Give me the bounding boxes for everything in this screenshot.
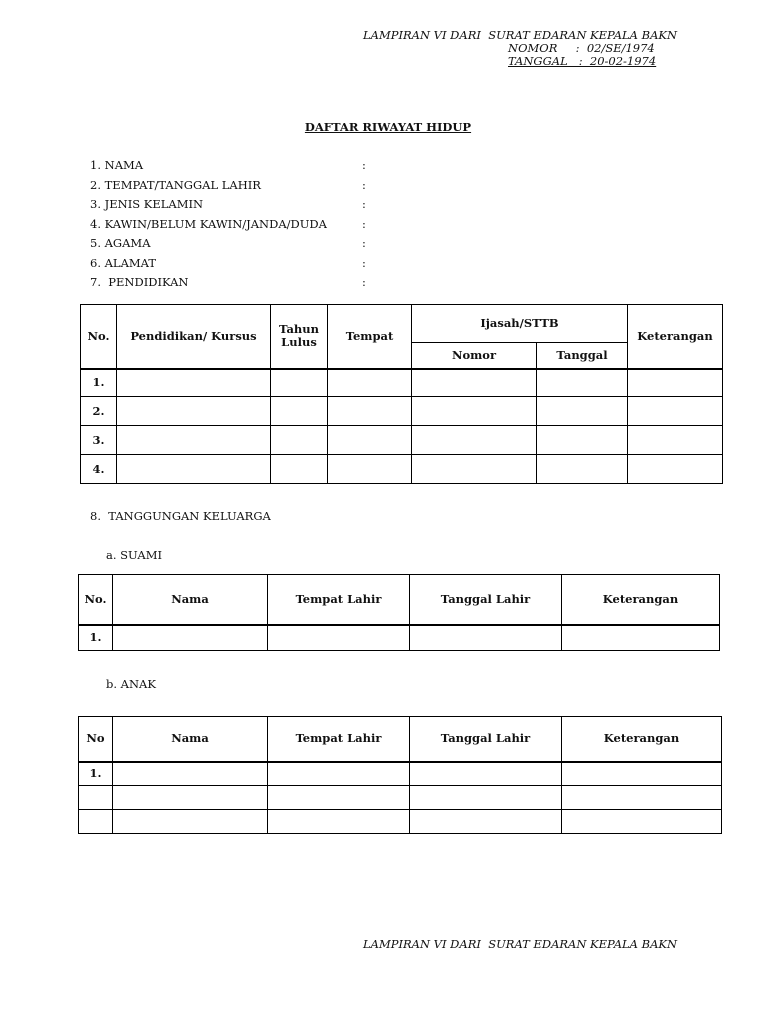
cell-input[interactable]	[412, 426, 537, 455]
col-header-pendidikan: Pendidikan/ Kursus	[117, 305, 271, 369]
cell-input[interactable]	[328, 426, 412, 455]
field-jenis-kelamin	[90, 195, 390, 215]
field-label: 2. TEMPAT/TANGGAL LAHIR	[90, 177, 261, 192]
col-header-tanggal-lahir: Tanggal Lahir	[410, 575, 562, 625]
cell-input[interactable]	[537, 426, 628, 455]
field-agama	[90, 234, 390, 254]
cell-input[interactable]	[271, 426, 328, 455]
col-header-keterangan: Keterangan	[562, 575, 720, 625]
cell-input[interactable]	[562, 786, 722, 810]
table-row	[79, 810, 722, 834]
cell-input[interactable]	[268, 810, 410, 834]
table-row	[81, 369, 723, 397]
table-row	[79, 786, 722, 810]
cell-input[interactable]	[412, 397, 537, 426]
suami-table	[78, 574, 720, 651]
cell-input[interactable]	[328, 397, 412, 426]
cell-input[interactable]	[113, 625, 268, 651]
row-number: 1.	[81, 369, 117, 397]
col-header-tanggal: Tanggal	[537, 343, 628, 369]
col-header-keterangan: Keterangan	[562, 717, 722, 762]
col-header-ijasah: Ijasah/STTB	[412, 305, 628, 343]
field-tempat-tanggal-lahir	[90, 176, 390, 196]
col-header-no: No.	[79, 575, 113, 625]
cell-input[interactable]	[117, 369, 271, 397]
header-line-1: LAMPIRAN VI DARI SURAT EDARAN KEPALA BAKN	[363, 28, 678, 42]
row-number: 1.	[79, 625, 113, 651]
row-number: 2.	[81, 397, 117, 426]
cell-input[interactable]	[328, 455, 412, 484]
field-status-kawin	[90, 215, 390, 235]
field-label: 7. PENDIDIKAN	[90, 275, 189, 289]
col-header-tempat-lahir: Tempat Lahir	[268, 575, 410, 625]
cell-input[interactable]	[562, 810, 722, 834]
cell-input[interactable]	[410, 762, 562, 786]
cell-input[interactable]	[628, 426, 723, 455]
row-number	[79, 786, 113, 810]
cell-input[interactable]	[113, 810, 268, 834]
cell-input[interactable]	[537, 397, 628, 426]
field-colon: :	[362, 236, 366, 250]
field-colon: :	[362, 177, 366, 192]
header-tanggal: TANGGAL : 20-02-1974	[508, 54, 657, 68]
cell-input[interactable]	[410, 810, 562, 834]
col-header-no: No.	[81, 305, 117, 369]
col-header-nama: Nama	[113, 717, 268, 762]
table-row	[79, 625, 720, 651]
anak-label: b. ANAK	[106, 677, 156, 691]
personal-fields	[90, 156, 390, 293]
footer-text: LAMPIRAN VI DARI SURAT EDARAN KEPALA BAKN	[363, 937, 678, 951]
row-number: 4.	[81, 455, 117, 484]
cell-input[interactable]	[562, 762, 722, 786]
col-header-tempat: Tempat	[328, 305, 412, 369]
cell-input[interactable]	[113, 762, 268, 786]
suami-label: a. SUAMI	[106, 548, 163, 562]
cell-input[interactable]	[328, 369, 412, 397]
cell-input[interactable]	[628, 455, 723, 484]
field-colon: :	[362, 197, 366, 211]
field-alamat	[90, 254, 390, 274]
cell-input[interactable]	[537, 455, 628, 484]
field-label: 4. KAWIN/BELUM KAWIN/JANDA/DUDA	[90, 216, 327, 231]
col-header-nama: Nama	[113, 575, 268, 625]
cell-input[interactable]	[268, 762, 410, 786]
cell-input[interactable]	[117, 455, 271, 484]
table-row	[79, 762, 722, 786]
cell-input[interactable]	[117, 397, 271, 426]
col-header-tahun-lulus: Tahun Lulus	[271, 305, 328, 369]
cell-input[interactable]	[412, 455, 537, 484]
row-number: 3.	[81, 426, 117, 455]
col-header-nomor: Nomor	[412, 343, 537, 369]
section-8-title: 8. TANGGUNGAN KELUARGA	[90, 509, 271, 523]
field-nama	[90, 156, 390, 176]
col-header-tempat-lahir: Tempat Lahir	[268, 717, 410, 762]
col-header-keterangan: Keterangan	[628, 305, 723, 369]
cell-input[interactable]	[117, 426, 271, 455]
col-header-no: No	[79, 717, 113, 762]
field-pendidikan	[90, 273, 390, 293]
cell-input[interactable]	[628, 369, 723, 397]
cell-input[interactable]	[410, 786, 562, 810]
field-label: 6. ALAMAT	[90, 255, 156, 270]
cell-input[interactable]	[271, 397, 328, 426]
cell-input[interactable]	[271, 369, 328, 397]
field-label: 3. JENIS KELAMIN	[90, 197, 204, 211]
col-header-tanggal-lahir: Tanggal Lahir	[410, 717, 562, 762]
education-table	[80, 304, 723, 484]
page-title: DAFTAR RIWAYAT HIDUP	[304, 120, 472, 134]
cell-input[interactable]	[410, 625, 562, 651]
cell-input[interactable]	[562, 625, 720, 651]
anak-table	[78, 716, 722, 834]
table-row	[81, 426, 723, 455]
cell-input[interactable]	[628, 397, 723, 426]
cell-input[interactable]	[537, 369, 628, 397]
row-number: 1.	[79, 762, 113, 786]
cell-input[interactable]	[268, 625, 410, 651]
field-colon: :	[362, 158, 366, 172]
cell-input[interactable]	[113, 786, 268, 810]
field-label: 1. NAMA	[90, 158, 144, 172]
cell-input[interactable]	[268, 786, 410, 810]
table-row	[81, 455, 723, 484]
field-colon: :	[362, 255, 366, 270]
cell-input[interactable]	[271, 455, 328, 484]
cell-input[interactable]	[412, 369, 537, 397]
field-colon: :	[362, 275, 366, 289]
table-row	[81, 397, 723, 426]
row-number	[79, 810, 113, 834]
field-label: 5. AGAMA	[90, 236, 151, 250]
header-nomor: NOMOR : 02/SE/1974	[508, 41, 655, 55]
field-colon: :	[362, 216, 366, 231]
